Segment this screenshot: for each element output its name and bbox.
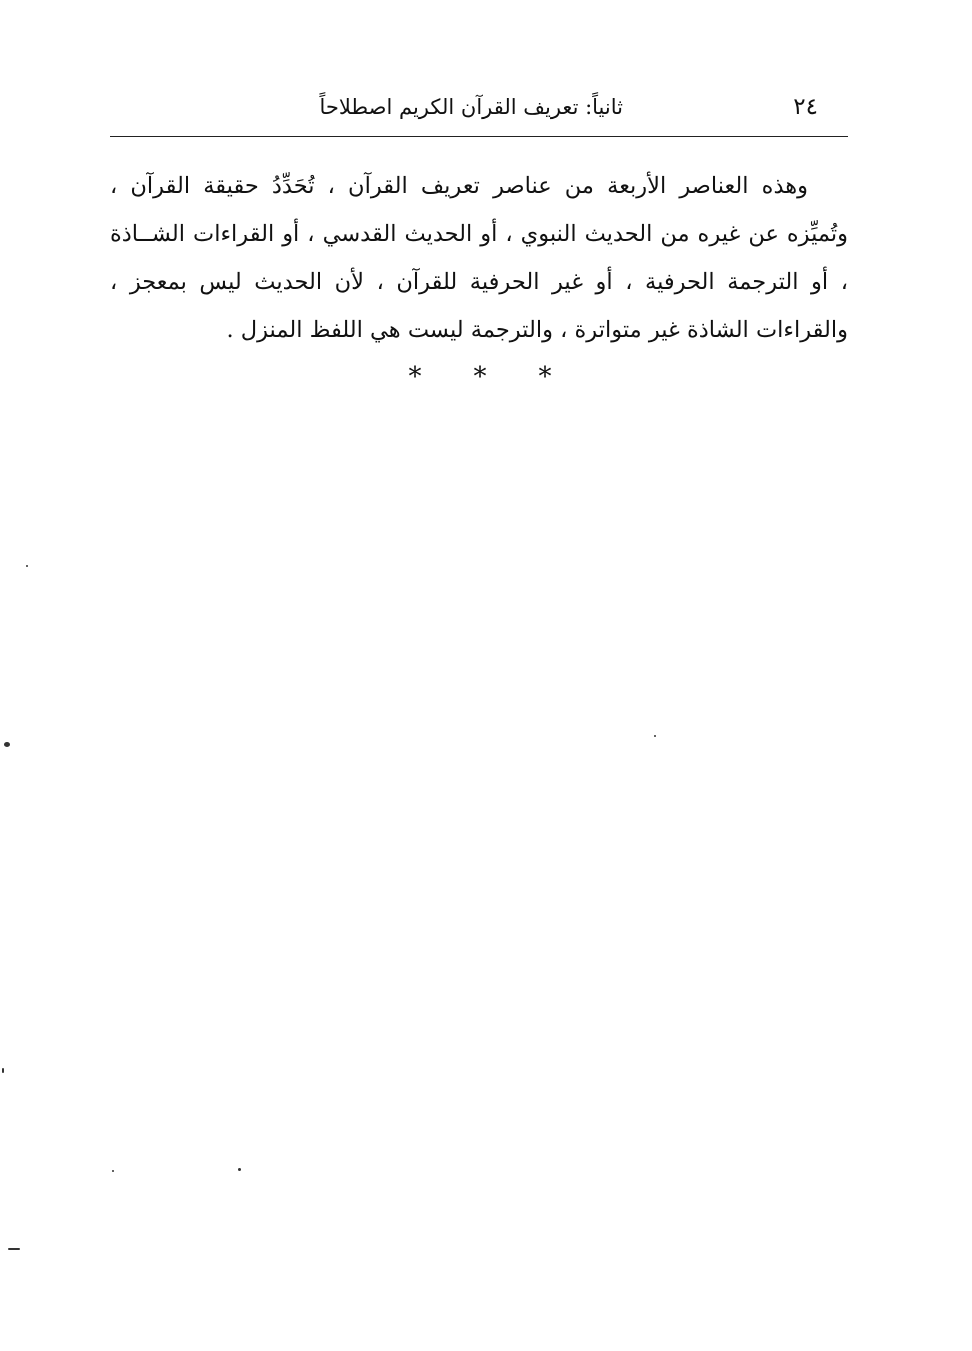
body-paragraph: وهذه العناصر الأربعة من عناصر تعريف القرآن ، تُحَدِّدُ حقيقة القرآن ، وتُميِّزه عن غيره من الحديث النبوي ، أو الحديث القدسي ، أو القراءات الشــاذة ، أو الترجمة الحرفية ، أو غير الحرفية للقرآن ، لأن الحديث ليس بمعجز ، والقراءات الشاذة غير متواترة ، والترجمة ليست هي اللفظ المنزل . — [110, 173, 848, 343]
scan-speck — [112, 1170, 114, 1172]
scan-speck — [2, 1068, 4, 1073]
scan-speck — [8, 1248, 20, 1250]
separator-star: * — [538, 362, 552, 392]
page-header — [110, 86, 848, 137]
scan-speck — [238, 1168, 241, 1171]
running-title: ثانياً: تعريف القرآن الكريم اصطلاحاً — [319, 95, 623, 119]
scan-speck — [26, 565, 28, 567]
scan-speck — [4, 742, 10, 747]
separator-star: * — [408, 362, 422, 392]
section-separator — [400, 362, 560, 392]
scan-speck — [654, 735, 656, 737]
main-text — [110, 162, 848, 354]
page-number: ٢٤ — [793, 94, 818, 120]
separator-star: * — [473, 362, 487, 392]
